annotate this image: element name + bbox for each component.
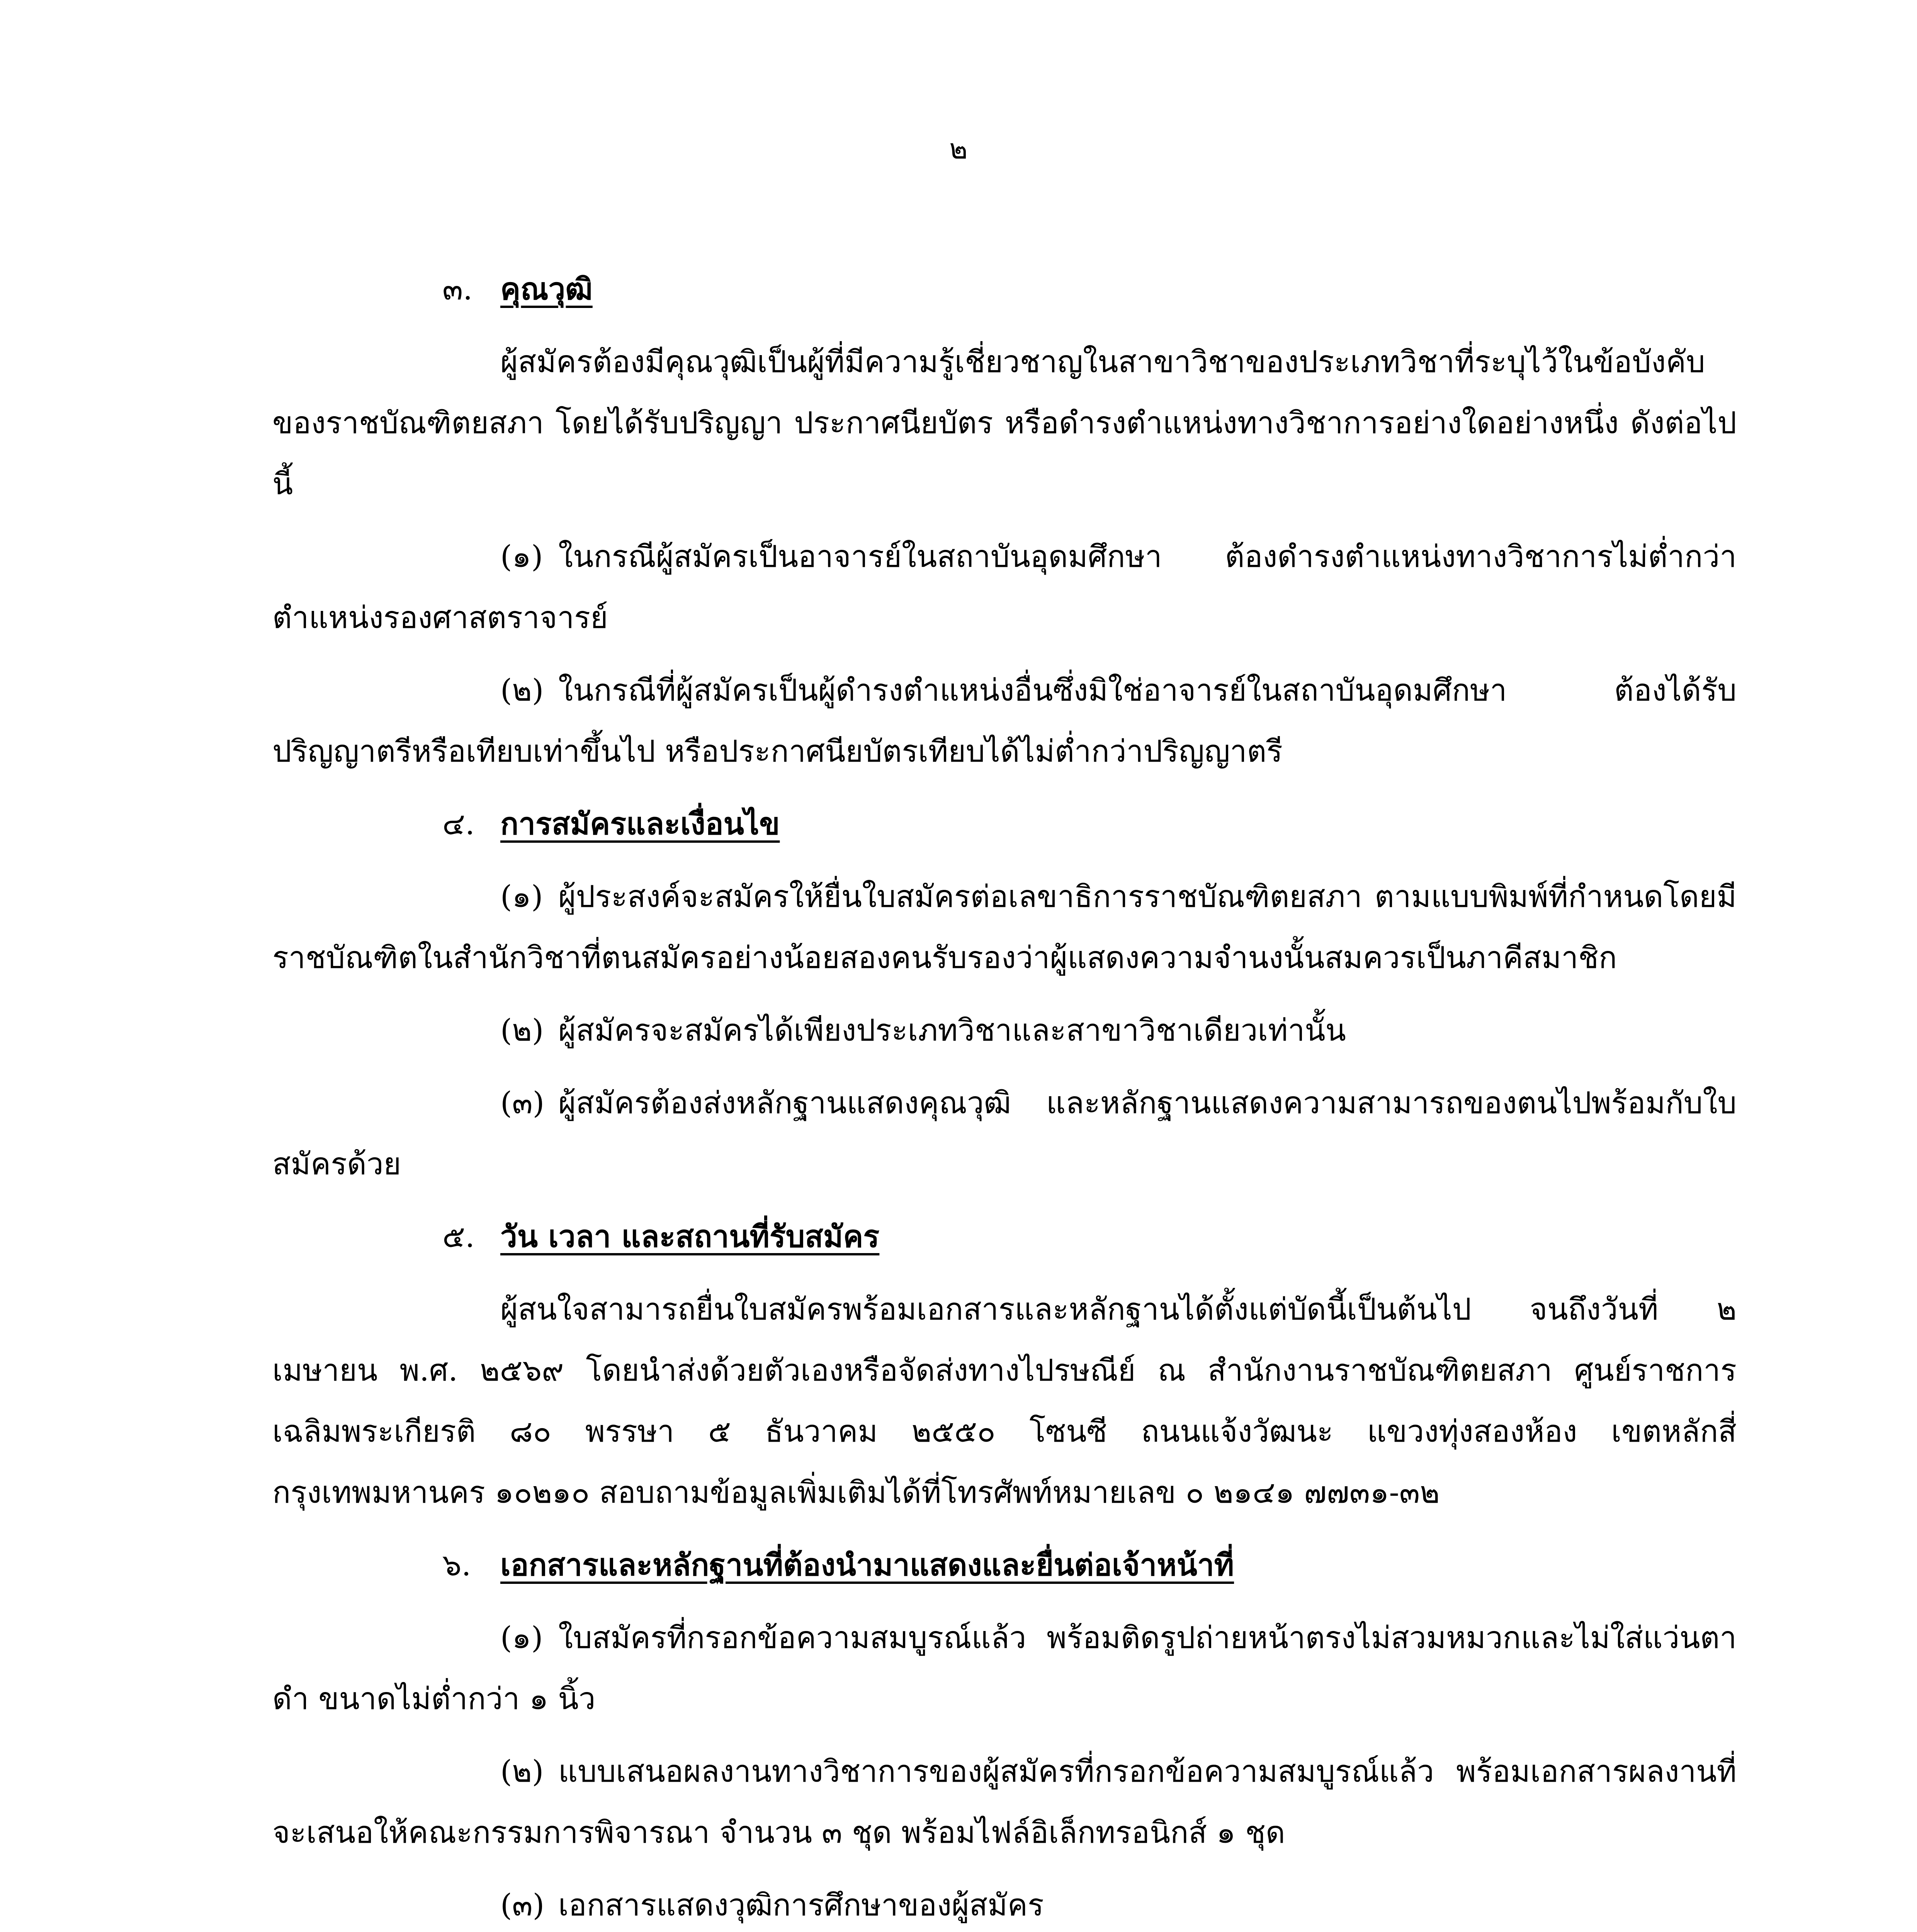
- section-title: การสมัครและเงื่อนไข: [500, 806, 780, 842]
- section-qualifications: [272, 259, 1737, 782]
- item-number: (๑): [500, 1621, 543, 1655]
- section-intro: ผู้สนใจสามารถยื่นใบสมัครพร้อมเอกสารและหลักฐานได้ตั้งแต่บัดนี้เป็นต้นไป จนถึงวันที่ ๒ เมษายน พ.ศ. ๒๕๖๙ โดยนำส่งด้วยตัวเองหรือจัดส่งทางไปรษณีย์ ณ สำนักงานราชบัณฑิตยสภา ศูนย์ราชการเฉลิมพระเกียรติ ๘๐ พรรษา ๕ ธันวาคม ๒๕๕๐ โซนซี ถนนแจ้งวัฒนะ แขวงทุ่งสองห้อง เขตหลักสี่ กรุงเทพมหานคร ๑๐๒๑๐ สอบถามข้อมูลเพิ่มเติมได้ที่โทรศัพท์หมายเลข ๐ ๒๑๔๑ ๗๗๓๑-๓๒: [272, 1292, 1737, 1510]
- section-heading: [272, 259, 1737, 320]
- item-number: (๑): [500, 539, 543, 574]
- section-date-time-place: [272, 1206, 1737, 1523]
- list-item: [272, 660, 1737, 782]
- section-required-documents: [272, 1535, 1737, 1932]
- section-title: คุณวุฒิ: [500, 272, 593, 307]
- list-item: [272, 526, 1737, 648]
- item-text: ผู้สมัครต้องส่งหลักฐานแสดงคุณวุฒิ และหลักฐานแสดงความสามารถของตนไปพร้อมกับใบสมัครด้วย: [272, 1086, 1737, 1182]
- item-number: (๒): [500, 1013, 544, 1048]
- list-item: [272, 1000, 1737, 1061]
- document-body: [272, 255, 1737, 1932]
- item-text: แบบเสนอผลงานทางวิชาการของผู้สมัครที่กรอกข้อความสมบูรณ์แล้ว พร้อมเอกสารผลงานที่จะเสนอให้คณะกรรมการพิจารณา จำนวน ๓ ชุด พร้อมไฟล์อิเล็กทรอนิกส์ ๑ ชุด: [272, 1754, 1737, 1850]
- section-heading: [272, 794, 1737, 855]
- section-intro: ผู้สมัครต้องมีคุณวุฒิเป็นผู้ที่มีความรู้เชี่ยวชาญในสาขาวิชาของประเภทวิชาที่ระบุไว้ในข้อบังคับของราชบัณฑิตยสภา โดยได้รับปริญญา ประกาศนียบัตร หรือดำรงตำแหน่งทางวิชาการอย่างใดอย่างหนึ่ง ดังต่อไปนี้: [272, 345, 1737, 502]
- section-heading: [272, 1535, 1737, 1596]
- item-text: ผู้ประสงค์จะสมัครให้ยื่นใบสมัครต่อเลขาธิการราชบัณฑิตยสภา ตามแบบพิมพ์ที่กำหนดโดยมีราชบัณฑิตในสำนักวิชาที่ตนสมัครอย่างน้อยสองคนรับรองว่าผู้แสดงความจำนงนั้นสมควรเป็นภาคีสมาชิก: [272, 879, 1737, 975]
- item-text: ผู้สมัครจะสมัครได้เพียงประเภทวิชาและสาขาวิชาเดียวเท่านั้น: [558, 1013, 1346, 1048]
- list-item: [272, 1607, 1737, 1730]
- list-item: [272, 1875, 1737, 1932]
- item-number: (๓): [500, 1888, 545, 1923]
- item-text: ใบสมัครที่กรอกข้อความสมบูรณ์แล้ว พร้อมติดรูปถ่ายหน้าตรงไม่สวมหมวกและไม่ใส่แว่นตาดำ ขนาดไม่ต่ำกว่า ๑ นิ้ว: [272, 1621, 1737, 1716]
- item-text: ในกรณีที่ผู้สมัครเป็นผู้ดำรงตำแหน่งอื่นซึ่งมิใช่อาจารย์ในสถาบันอุดมศึกษา ต้องได้รับปริญญาตรีหรือเทียบเท่าขึ้นไป หรือประกาศนียบัตรเทียบได้ไม่ต่ำกว่าปริญญาตรี: [272, 673, 1737, 769]
- list-item: [272, 1741, 1737, 1863]
- page-number: ๒: [949, 133, 968, 165]
- section-number: ๕.: [442, 1219, 475, 1254]
- section-application-conditions: [272, 794, 1737, 1195]
- item-text: เอกสารแสดงวุฒิการศึกษาของผู้สมัคร: [558, 1888, 1044, 1923]
- item-number: (๑): [500, 879, 543, 914]
- section-title: เอกสารและหลักฐานที่ต้องนำมาแสดงและยื่นต่อเจ้าหน้าที่: [500, 1548, 1234, 1583]
- section-heading: [272, 1206, 1737, 1267]
- list-item: [272, 1073, 1737, 1195]
- section-number: ๔.: [442, 807, 475, 842]
- item-number: (๓): [500, 1086, 545, 1121]
- section-title: วัน เวลา และสถานที่รับสมัคร: [500, 1219, 880, 1254]
- item-number: (๒): [500, 1754, 544, 1789]
- list-item: [272, 866, 1737, 988]
- section-number: ๓.: [442, 272, 473, 307]
- item-number: (๒): [500, 673, 544, 708]
- section-number: ๖.: [442, 1548, 471, 1583]
- item-text: ในกรณีผู้สมัครเป็นอาจารย์ในสถาบันอุดมศึกษา ต้องดำรงตำแหน่งทางวิชาการไม่ต่ำกว่าตำแหน่งรองศาสตราจารย์: [272, 539, 1737, 635]
